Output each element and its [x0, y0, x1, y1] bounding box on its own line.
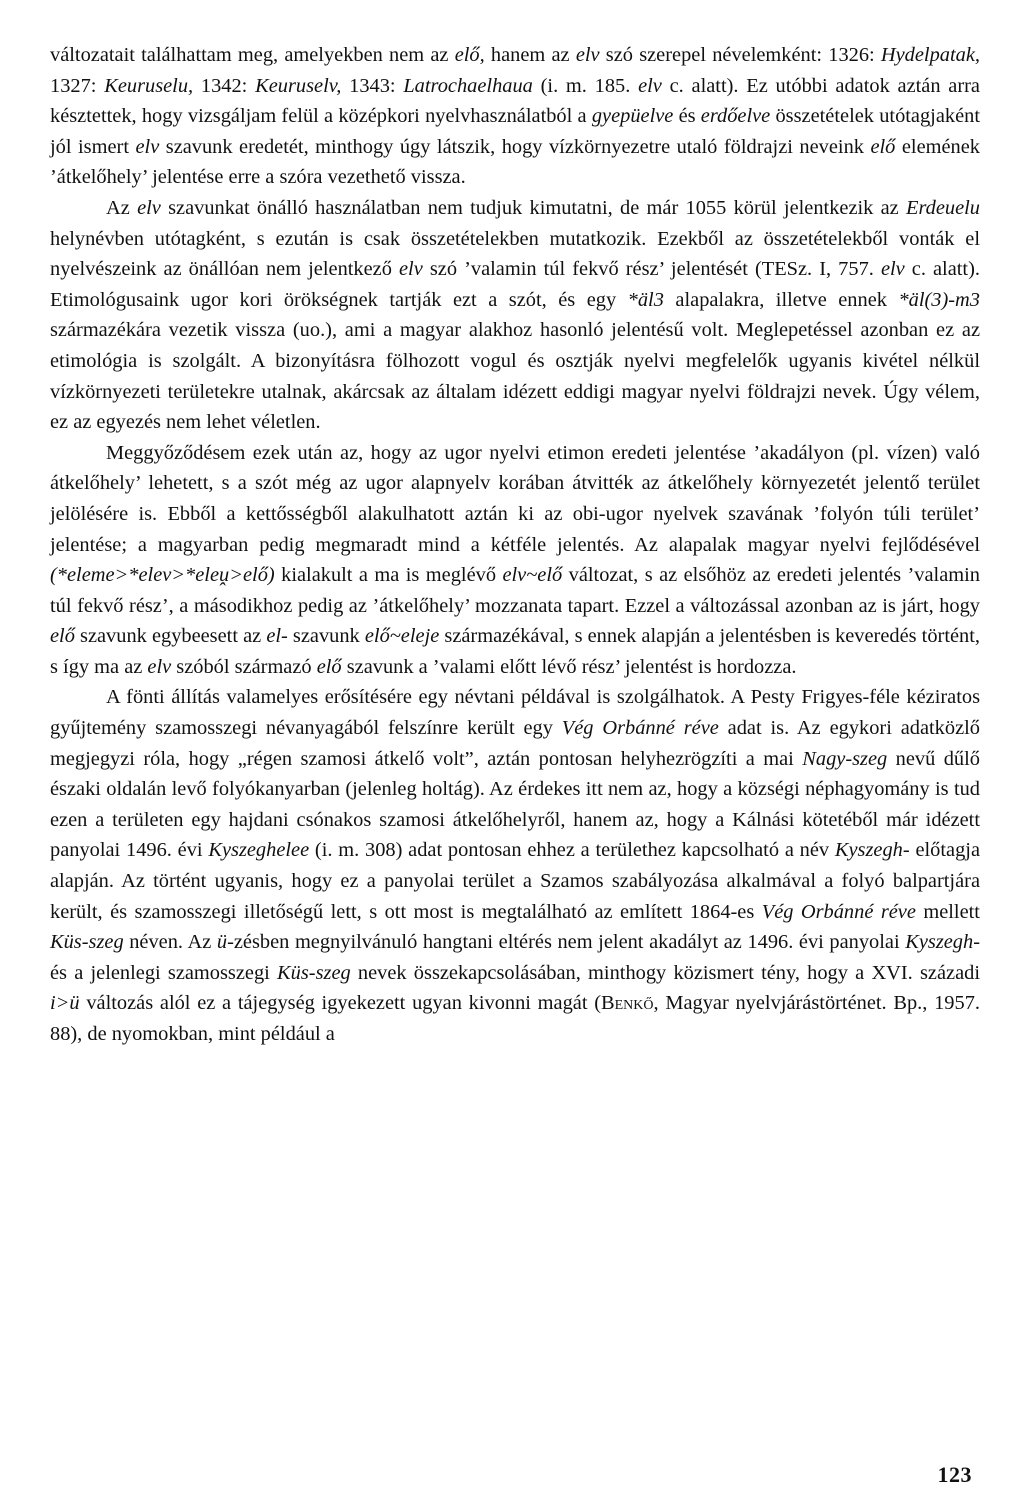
text-run: hanem az [484, 44, 576, 66]
text-run: (i. m. 308) adat pontosan ehhez a területhez kapcsolható a név [309, 839, 835, 862]
italic-term: Hydelpatak, [880, 44, 980, 66]
body-text [50, 40, 980, 1050]
text-run: helynévben utótagként, s ezután is csak összetételekben mutatkozik. Ezekből az összetételekből vonták el nyelvészeink az önállóan nem jelentkező [50, 227, 980, 281]
text-run: (i. m. 185. [532, 74, 639, 97]
text-run: és [673, 105, 701, 128]
paragraph [50, 438, 980, 683]
italic-term: i>ü [50, 992, 80, 1015]
italic-term: gyepüelve [591, 105, 674, 128]
text-run: mellett [915, 900, 980, 923]
text-run: néven. Az [123, 931, 217, 954]
paragraph [50, 40, 980, 193]
italic-term: elő [316, 655, 342, 678]
text-run: változás alól ez a tájegység igyekezett ugyan kivonni magát ( [79, 992, 602, 1015]
italic-term: (*eleme>*elev>*eleṷ>elő) [50, 564, 275, 587]
text-run: szó szerepel névelemként: 1326: [599, 44, 881, 66]
italic-term: erdőelve [700, 105, 771, 128]
text-run: , Magyar nyelvjárástörténet. Bp., 1957. 88), de nyomokban, mint például a [50, 992, 980, 1045]
italic-term: el- [266, 625, 288, 648]
text-run: szavunk eredetét, minthogy úgy látszik, hogy vízkörnyezetre utaló földrajzi neveink [159, 135, 871, 158]
text-run: kialakult a ma is meglévő [274, 564, 503, 587]
italic-term: elv [399, 258, 423, 281]
italic-term: elő, [454, 44, 485, 66]
text-run: Meggyőződésem ezek után az, hogy az ugor nyelvi etimon eredeti jelentése ’akadályon (pl. vízen) való átkelőhely’ lehetett, s a szót még az ugor alapnyelv korában átvitték az átkelőhely környezetét jelentő terület jelölésére is. Ebből a kettősségből alakulhatott aztán ki az obi-ugor nyelvek szavának ’folyón túli terület’ jelentése; a magyarban pedig megmaradt mind a kétféle jelentés. Az alapalak magyar nyelvi fejlődésével [50, 441, 980, 556]
italic-term: elő [50, 625, 75, 648]
italic-term: Latrochaelhaua [403, 74, 533, 97]
text-run: szó ’valamin túl fekvő rész’ jelentését (TESz. I, 757. [422, 258, 881, 281]
italic-term: Küs-szeg [277, 961, 351, 984]
text-run: változat, s az elsőhöz az eredeti jelentés ’valamin túl fekvő rész’, a másodikhoz pedig az ’átkelőhely’ mozzanata tapart. Ezzel a változással azonban az is járt, hogy [50, 564, 980, 617]
italic-term: Vég Orbánné réve [761, 900, 916, 923]
text-run: nevek összekapcsolásában, minthogy közismert tény, hogy a XVI. századi [350, 961, 980, 984]
text-run: és a jelenlegi szamosszegi [50, 961, 278, 984]
text-run: 1342: [193, 74, 256, 97]
text-run: változatait találhattam meg, amelyekben nem az [50, 44, 455, 66]
italic-term: Keuruselu, [104, 74, 194, 97]
text-run: származékával, s ennek alapján a jelentésben is keveredés történt, s így ma az [50, 625, 981, 678]
italic-term: *äl(3)-m3 [898, 288, 980, 311]
text-run: elemének ’átkelőhely’ jelentése erre a szóra vezethető vissza. [50, 135, 980, 189]
text-run: c. alatt). Ez utóbbi adatok aztán arra késztettek, hogy vizsgáljam felül a középkori nyelvhasználatból a [50, 74, 980, 128]
italic-term: elv [880, 258, 905, 281]
author-name: Benkő [601, 992, 654, 1015]
text-run: szavunk [287, 625, 365, 648]
text-run: c. alatt). Etimológusaink ugor kori örökségnek tartják ezt a szót, és egy [50, 258, 980, 311]
italic-term: Kyszeghelee [208, 839, 310, 862]
paragraph [50, 682, 980, 1049]
text-run: 1327: [50, 74, 105, 97]
italic-term: elő [870, 135, 896, 158]
italic-term: elv [147, 655, 172, 678]
italic-term: elv [575, 44, 600, 66]
text-run: adat is. Az egykori adatközlő megjegyzi róla, hogy „régen szamosi átkelő volt”, aztán pontosan helyhezrögzíti a mai [50, 717, 980, 770]
text-run: -zésben megnyilvánuló hangtani eltérés nem jelent akadályt az 1496. évi panyolai [227, 931, 906, 954]
italic-term: elv [638, 74, 662, 97]
text-run: szavunkat önálló használatban nem tudjuk kimutatni, de már 1055 körül jelentkezik az [160, 196, 907, 219]
italic-term: elő~eleje [364, 625, 440, 648]
italic-term: Keuruselv, [255, 74, 342, 97]
text-run: alapalakra, illetve ennek [663, 288, 899, 311]
italic-term: ü [216, 931, 228, 954]
page-number: 123 [937, 1462, 972, 1487]
text-run: származékára vezetik vissza (uo.), ami a magyar alakhoz hasonló jelentésű volt. Meglepetéssel azonban ez az etimológia is szolgált. A bizonyításra fölhozott vogul és osztják nyelvi megfelelők ugyanis kivétel nélkül vízkörnyezeti területekre utalnak, akárcsak az általam idézett eddigi magyar nyelvi földrajzi nevek. Úgy vélem, ez az egyezés nem lehet véletlen. [50, 319, 980, 434]
italic-term: Nagy-szeg [802, 747, 888, 770]
text-run: A fönti állítás valamelyes erősítésére egy névtani példával is szolgálhatok. A Pesty Frigyes-féle kéziratos gyűjtemény szamosszegi névanyagából felszínre került egy [50, 686, 980, 740]
text-run: összetételek utótagjaként jól ismert [50, 105, 980, 158]
text-run: szóból származó [171, 655, 317, 678]
italic-term: *äl3 [627, 288, 664, 311]
italic-term: elv [137, 196, 161, 219]
italic-term: Kyszegh- [834, 839, 910, 862]
italic-term: Kyszegh- [905, 931, 980, 954]
italic-term: elv~elő [502, 564, 563, 587]
text-run: nevű dűlő északi oldalán levő folyókanyarban (jelenleg holtág). Az érdekes itt nem az, hogy a községi néphagyomány is tud ezen a területen egy hajdani csónakos szamosi átkelőhelyről, hanem az, hogy a Kálnási kötetéből már idézett panyolai 1496. évi [50, 747, 980, 862]
text-run: szavunk egybeesett az [74, 625, 267, 648]
text-run: előtagja alapján. Az történt ugyanis, hogy ez a panyolai terület a Szamos szabályozása alkalmával a folyó balpartjára került, és szamosszegi illetőségű lett, s ott most is megtalálható az említett 1864-es [50, 839, 980, 923]
italic-term: Erdeuelu [906, 196, 981, 219]
text-run: Az [106, 196, 138, 219]
italic-term: elv [135, 135, 160, 158]
text-run: 1343: [341, 74, 404, 97]
paragraph [50, 193, 980, 438]
italic-term: Küs-szeg [50, 931, 124, 954]
text-run: szavunk a ’valami előtt lévő rész’ jelentést is hordozza. [341, 655, 797, 678]
italic-term: Vég Orbánné réve [561, 717, 719, 740]
